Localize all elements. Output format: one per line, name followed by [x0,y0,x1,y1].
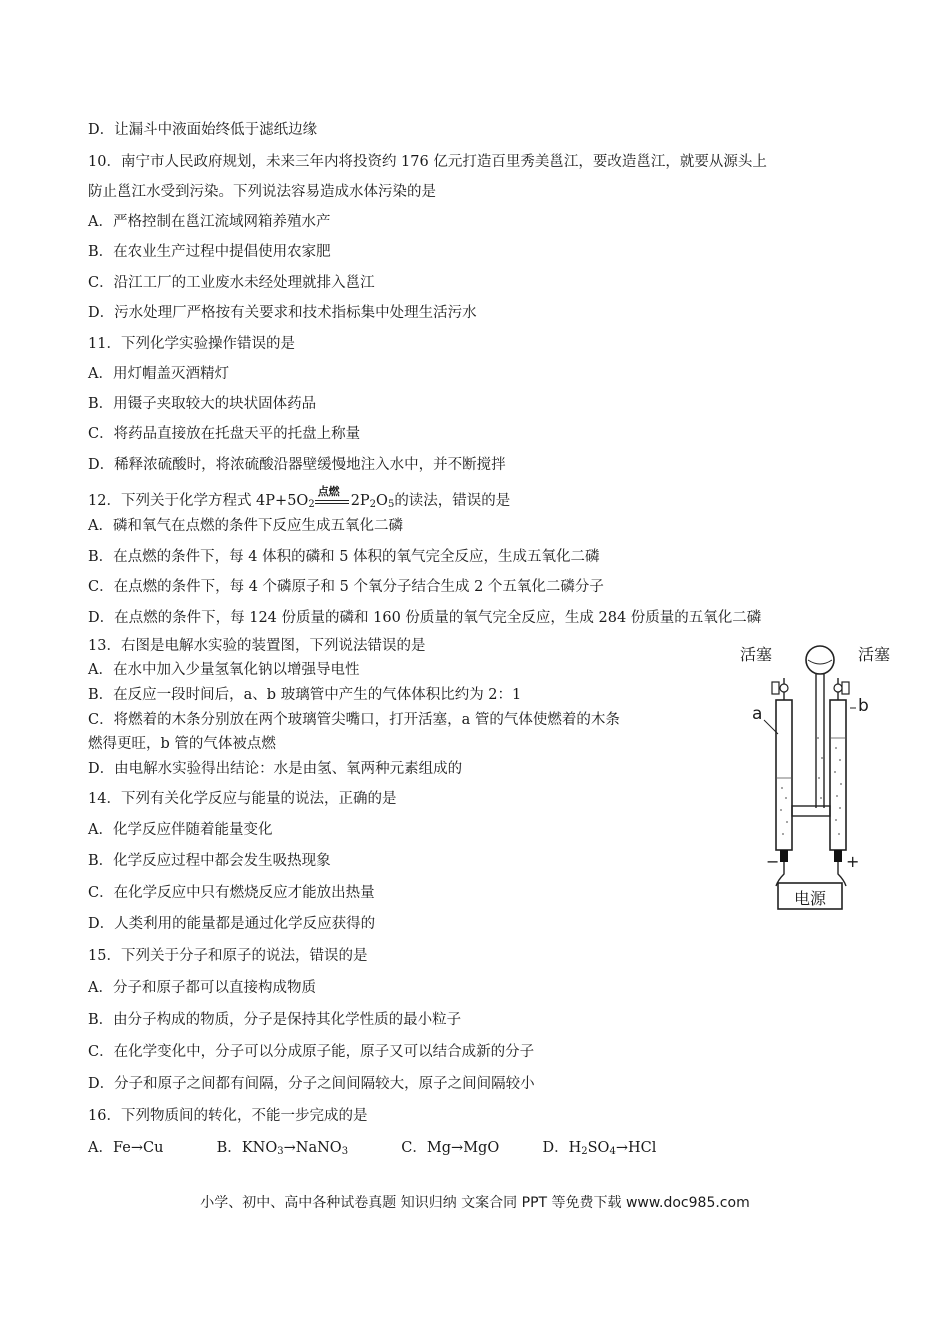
q16-option-a: A．Fe→Cu [88,1140,164,1156]
q16-option-b: B．$KNO_3\to NaNO_3$ [216,1140,349,1157]
page-footer: 小学、初中、高中各种试卷真题 知识归纳 文案合同 PPT 等免费下载 www.doc985.com [200,1195,750,1211]
q12-sub-o2: 2 [308,499,315,510]
tube-a-label: a [752,704,763,724]
q11-option-a: A．用灯帽盖灭酒精灯 [88,366,229,382]
q12-stem-end: 的读法，错误的是 [394,493,511,509]
power-source-label: 电源 [793,889,826,908]
q13-stem: 13．右图是电解水实验的装置图，下列说法错误的是 [88,638,426,654]
q12-stem-pre: 12．下列关于化学方程式 4P+5O [88,493,309,509]
q11-option-c: C．将药品直接放在托盘天平的托盘上称量 [88,426,361,442]
q12-stem: 12．下列关于化学方程式 $4P+5O_2$ 点燃 $2P_2O_5$的读法，错误的是 [88,491,510,515]
q15-stem: 15．下列关于分子和原子的说法，错误的是 [88,948,368,964]
q14-option-b: B．化学反应过程中都会发生吸热现象 [88,853,331,869]
q12-option-b: B．在点燃的条件下，每 4 体积的磷和 5 体积的氧气完全反应，生成五氧化二磷 [88,549,600,565]
q10-stem-line2: 防止邕江水受到污染。下列说法容易造成水体污染的是 [88,184,436,200]
plus-label: + [846,852,860,871]
q15-option-b: B．由分子构成的物质，分子是保持其化学性质的最小粒子 [88,1012,462,1028]
q10-option-b: B．在农业生产过程中提倡使用农家肥 [88,244,331,260]
electrolysis-diagram [738,638,898,916]
q16-option-c: C．Mg→MgO [401,1140,500,1156]
q12-option-c: C．在点燃的条件下，每 4 个磷原子和 5 个氧分子结合生成 2 个五氧化二磷分子 [88,579,604,595]
q10-option-a: A．严格控制在邕江流域网箱养殖水产 [88,214,331,230]
minus-label: − [766,852,780,871]
q11-option-d: D．稀释浓硫酸时，将浓硫酸沿器壁缓慢地注入水中，并不断搅拌 [88,457,506,473]
q14-option-d: D．人类利用的能量都是通过化学反应获得的 [88,916,376,932]
reaction-condition: 点燃 [317,485,340,498]
q10-option-d: D．污水处理厂严格按有关要求和技术指标集中处理生活污水 [88,305,477,321]
q16-stem: 16．下列物质间的转化，不能一步完成的是 [88,1108,368,1124]
q10-stem-line1: 10．南宁市人民政府规划，未来三年内将投资约 176 亿元打造百里秀美邕江，要改造邕江，就要从源头上 [88,154,767,170]
q9-option-d: D．让漏斗中液面始终低于滤纸边缘 [88,122,318,138]
q11-stem: 11．下列化学实验操作错误的是 [88,336,295,352]
q16-options [88,1138,656,1162]
tube-b-label: b [858,696,869,716]
q12-sub-o5: 5 [387,499,395,510]
q13-option-c-line2: 燃得更旺，b 管的气体被点燃 [88,736,276,752]
q15-option-c: C．在化学变化中，分子可以分成原子能，原子又可以结合成新的分子 [88,1044,535,1060]
valve-left-label: 活塞 [740,645,773,664]
q11-option-b: B．用镊子夹取较大的块状固体药品 [88,396,317,412]
q14-option-c: C．在化学反应中只有燃烧反应才能放出热量 [88,885,375,901]
q13-option-a: A．在水中加入少量氢氧化钠以增强导电性 [88,662,360,678]
reaction-arrow [315,485,351,511]
q16-option-d: D．$H_2SO_4\to HCl$ [542,1140,657,1157]
q13-option-b: B．在反应一段时间后，a、b 玻璃管中产生的气体体积比约为 2：1 [88,687,522,703]
valve-right-label: 活塞 [858,645,891,664]
q10-option-c: C．沿江工厂的工业废水未经处理就排入邕江 [88,275,375,291]
q14-option-a: A．化学反应伴随着能量变化 [88,822,273,838]
q13-option-c-line1: C．将燃着的木条分别放在两个玻璃管尖嘴口，打开活塞，a 管的气体使燃着的木条 [88,712,620,728]
q12-sub-p2: 2 [369,499,377,510]
q14-stem: 14．下列有关化学反应与能量的说法，正确的是 [88,791,397,807]
q12-stem-post: 2P [350,493,370,509]
q15-option-a: A．分子和原子都可以直接构成物质 [88,980,316,996]
q12-option-a: A．磷和氧气在点燃的条件下反应生成五氧化二磷 [88,518,403,534]
q13-option-d: D．由电解水实验得出结论：水是由氢、氧两种元素组成的 [88,761,463,777]
q12-option-d: D．在点燃的条件下，每 124 份质量的磷和 160 份质量的氧气完全反应，生成 284 份质量的五氧化二磷 [88,610,762,626]
q15-option-d: D．分子和原子之间都有间隔，分子之间间隔较大，原子之间间隔较小 [88,1076,535,1092]
